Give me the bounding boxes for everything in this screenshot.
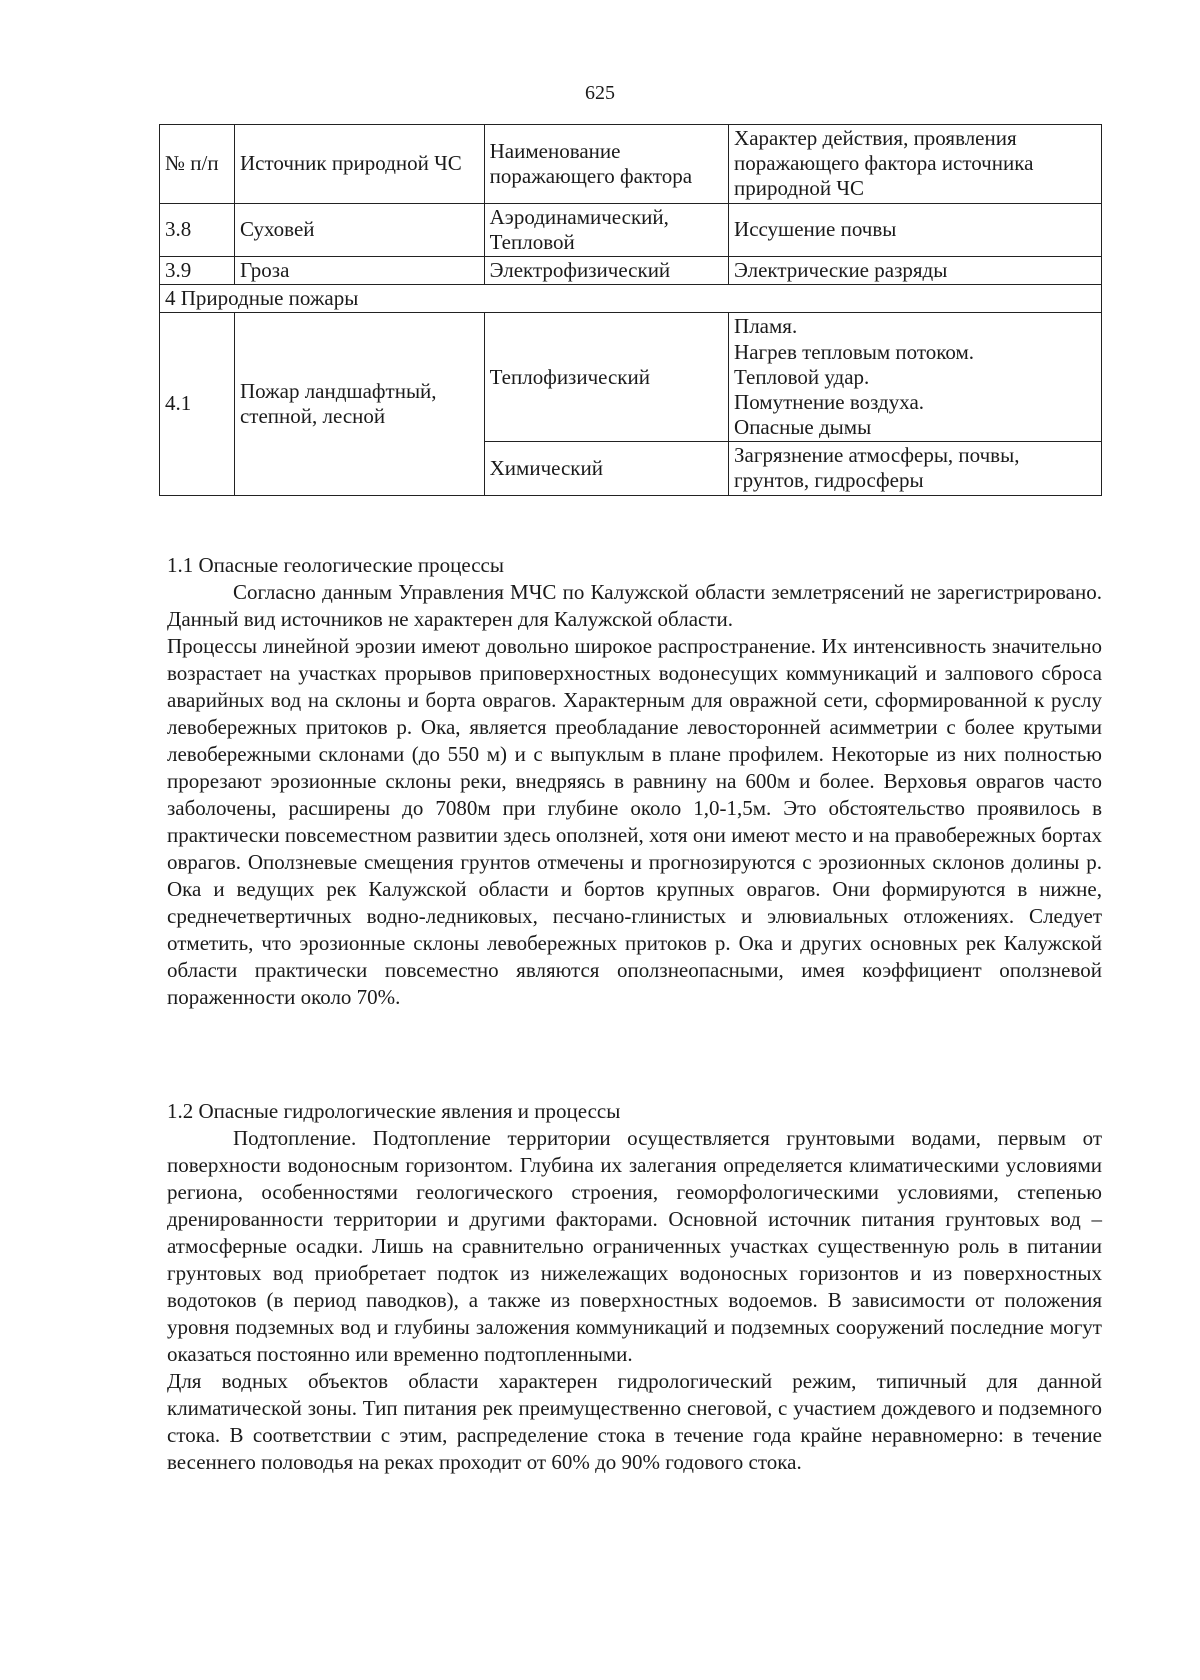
character-line: Помутнение воздуха. — [734, 389, 925, 414]
header-character: Характер действия, проявления поражающего фактора источника природной ЧС — [729, 125, 1102, 204]
section-geology — [167, 552, 1102, 1011]
paragraph: Для водных объектов области характерен гидрологический режим, типичный для данной климатической зоны. Тип питания рек преимущественно снеговой, с участием дождевого и подземного стока. В соответствии с этим, распределение стока в течение года крайне неравномерно: в течение весеннего половодья на реках проходит от 60% до 90% годового стока. — [167, 1369, 1102, 1474]
table-row — [160, 203, 1102, 256]
row-num: 3.8 — [160, 203, 235, 256]
character-line: Опасные дымы — [734, 415, 872, 440]
row-character: Загрязнение атмосферы, почвы, грунтов, гидросферы — [729, 442, 1102, 495]
paragraph: Процессы линейной эрозии имеют довольно широкое распространение. Их интенсивность значительно возрастает на участках прорывов приповерхностных водонесущих коммуникаций и залпового сброса аварийных вод на склоны и борта оврагов. Характерным для овражной сети, сформированной к руслу левобережных притоков р. Ока, является преобладание левосторонней асимметрии с более крутыми левобережными склонами (до 550 м) и с выпуклым в плане профилем. Некоторые из них полностью прорезают эрозионные склоны реки, внедряясь в равнину на 600м и более. Верховья оврагов часто заболочены, расширены до 7080м при глубине около 1,0-1,5м. Это обстоятельство проявилось в практически повсеместном развитии здесь оползней, хотя они имеют место и на правобережных бортах оврагов. Оползневые смещения грунтов отмечены и прогнозируются с эрозионных склонов долины р. Ока и ведущих рек Калужской области и бортов крупных оврагов. Они формируются в нижне, среднечетвертичных водно-ледниковых, песчано-глинистых и элювиальных отложениях. Следует отметить, что эрозионные склоны левобережных притоков р. Ока и других основных рек Калужской области практически повсеместно являются оползнеопасными, имея коэффициент оползневой пораженности около 70%. — [167, 634, 1102, 1009]
section-hydrology — [167, 1098, 1102, 1476]
table-row — [160, 256, 1102, 284]
character-line: Нагрев тепловым потоком. — [734, 339, 975, 364]
row-source: Гроза — [234, 256, 484, 284]
section-title: 4 Природные пожары — [160, 285, 1102, 313]
section-heading: 1.2 Опасные гидрологические явления и процессы — [167, 1099, 621, 1123]
paragraph: Подтопление. Подтопление территории осуществляется грунтовыми водами, первым от поверхности водоносным горизонтом. Глубина их залегания определяется климатическими условиями региона, особенностями геологического строения, геоморфологическими условиями, степенью дренированности территории и другими факторами. Основной источник питания грунтовых вод – атмосферные осадки. Лишь на сравнительно ограниченных участках существенную роль в питании грунтовых вод приобретает подток из нижележащих водоносных горизонтов и из поверхностных водотоков (в период паводков), а также из поверхностных водоемов. В зависимости от положения уровня подземных вод и глубины заложения коммуникаций и подземных сооружений последние могут оказаться постоянно или временно подтопленными. — [167, 1126, 1102, 1366]
paragraph: Согласно данным Управления МЧС по Калужской области землетрясений не зарегистрировано. Данный вид источников не характерен для Калужской области. — [167, 580, 1102, 631]
header-factor: Наименование поражающего фактора — [484, 125, 728, 204]
row-factor: Электрофизический — [484, 256, 728, 284]
row-character: Электрические разряды — [729, 256, 1102, 284]
hazard-table — [159, 124, 1102, 496]
table-row — [160, 313, 1102, 442]
row-character: Иссушение почвы — [729, 203, 1102, 256]
row-source: Пожар ландшафтный, степной, лесной — [234, 313, 484, 495]
row-factor: Теплофизический — [484, 313, 728, 442]
row-factor: Аэродинамический, Тепловой — [484, 203, 728, 256]
table-header-row — [160, 125, 1102, 204]
header-source: Источник природной ЧС — [234, 125, 484, 204]
section-heading: 1.1 Опасные геологические процессы — [167, 553, 504, 577]
character-line: Пламя. — [734, 314, 798, 339]
row-num: 3.9 — [160, 256, 235, 284]
page-number: 625 — [585, 82, 615, 104]
row-source: Суховей — [234, 203, 484, 256]
header-num: № п/п — [160, 125, 235, 204]
row-factor: Химический — [484, 442, 728, 495]
row-character — [729, 313, 1102, 442]
character-line: Тепловой удар. — [734, 364, 870, 389]
row-num: 4.1 — [160, 313, 235, 495]
table-section-row — [160, 285, 1102, 313]
